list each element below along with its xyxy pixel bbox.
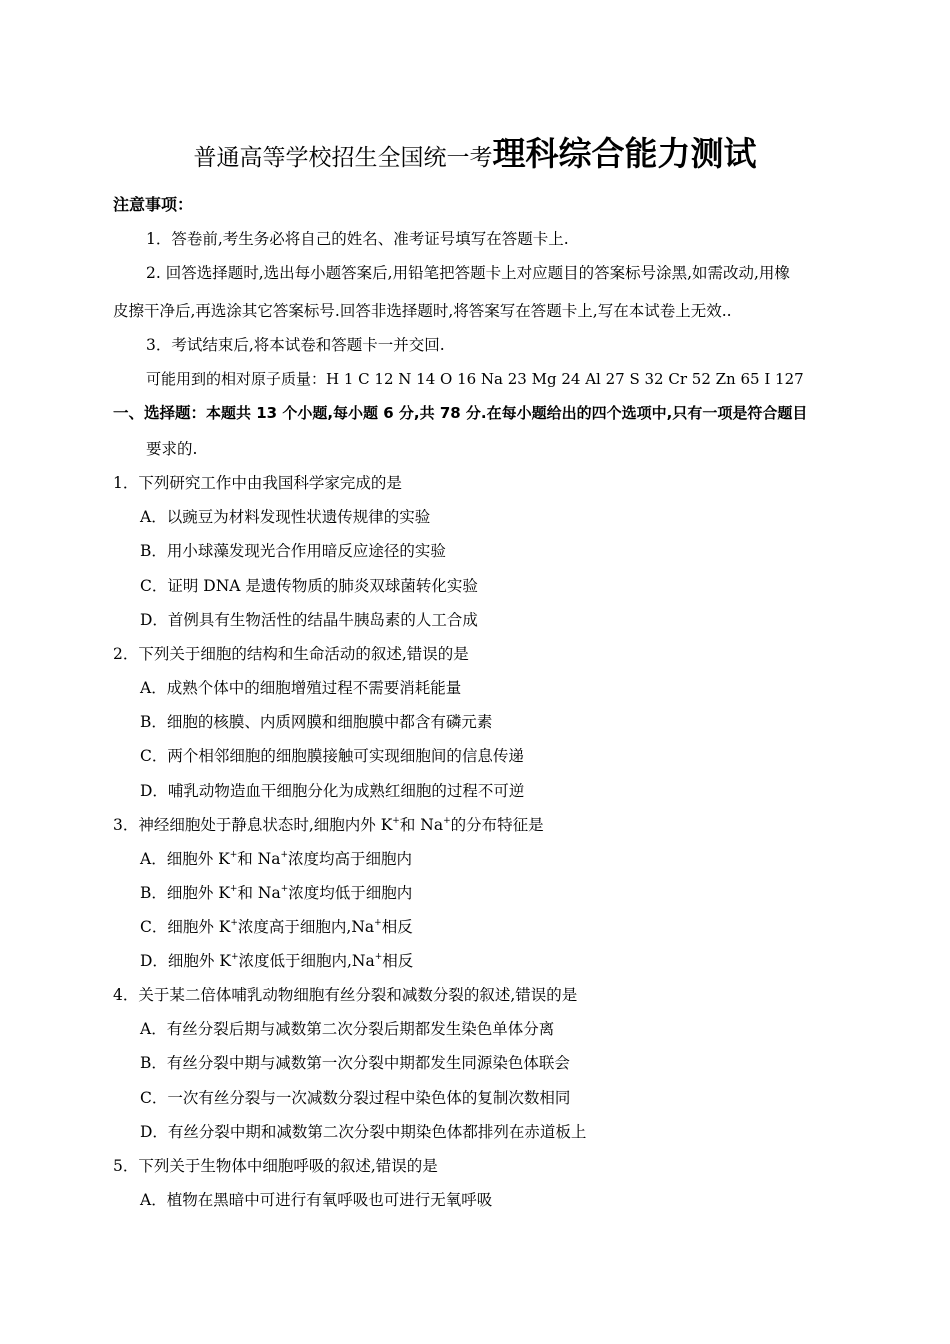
section-1-label: 一、选择题： (113, 404, 207, 422)
q3-option-c-post: 相反 (381, 918, 413, 936)
q2-option-c: C．两个相邻细胞的细胞膜接触可实现细胞间的信息传递 (140, 747, 524, 765)
q5-option-a: A．植物在黑暗中可进行有氧呼吸也可进行无氧呼吸 (140, 1191, 493, 1209)
superscript-plus: + (229, 850, 238, 860)
q2-option-d: D．哺乳动物造血干细胞分化为成熟红细胞的过程不可逆 (140, 782, 525, 800)
q3-option-c (140, 916, 413, 938)
superscript-plus: + (374, 952, 383, 962)
q3-option-c-pre: C．细胞外 K (140, 918, 231, 936)
q3-option-a (140, 848, 412, 870)
superscript-plus: + (230, 952, 239, 962)
q3-option-d-post: 相反 (382, 952, 414, 970)
notice-item-2-line-1: 2. 回答选择题时,选出每小题答案后,用铅笔把答题卡上对应题目的答案标号涂黑,如需改动,用橡 (146, 264, 790, 282)
q3-option-b-post: 浓度均低于细胞内 (288, 884, 413, 902)
q4-option-c: C．一次有丝分裂与一次减数分裂过程中染色体的复制次数相同 (140, 1089, 571, 1107)
exam-title-prefix: 普通高等学校招生全国统一考 (193, 145, 493, 171)
section-1-line-1 (113, 402, 807, 424)
q3-option-c-mid: 浓度高于细胞内,Na (237, 918, 375, 936)
atomic-masses: 可能用到的相对原子质量：H 1 C 12 N 14 O 16 Na 23 Mg 24 Al 27 S 32 Cr 52 Zn 65 I 127 (146, 370, 804, 388)
q3-option-a-post: 浓度均高于细胞内 (288, 850, 413, 868)
notice-item-3: 3．考试结束后,将本试卷和答题卡一并交回. (146, 336, 445, 354)
superscript-plus: + (374, 918, 382, 928)
superscript-plus: + (392, 816, 400, 826)
superscript-plus: + (230, 918, 238, 928)
q2-stem: 2．下列关于细胞的结构和生命活动的叙述,错误的是 (113, 645, 469, 663)
q5-stem: 5．下列关于生物体中细胞呼吸的叙述,错误的是 (113, 1157, 438, 1175)
q1-option-b: B．用小球藻发现光合作用暗反应途径的实验 (140, 542, 446, 560)
q4-option-a: A．有丝分裂后期与减数第二次分裂后期都发生染色单体分离 (140, 1020, 555, 1038)
section-1-line-2: 要求的. (146, 440, 198, 458)
exam-title (0, 128, 950, 175)
q1-stem: 1．下列研究工作中由我国科学家完成的是 (113, 474, 402, 492)
superscript-plus: + (280, 850, 289, 860)
q4-option-b: B．有丝分裂中期与减数第一次分裂中期都发生同源染色体联会 (140, 1054, 570, 1072)
notice-item-1: 1．答卷前,考生务必将自己的姓名、准考证号填写在答题卡上. (146, 230, 569, 248)
q3-option-d-mid: 浓度低于细胞内,Na (238, 952, 375, 970)
q1-option-a: A．以豌豆为材料发现性状遗传规律的实验 (140, 508, 431, 526)
q3-option-b-pre: B．细胞外 K (140, 884, 230, 902)
q4-stem: 4．关于某二倍体哺乳动物细胞有丝分裂和减数分裂的叙述,错误的是 (113, 986, 578, 1004)
q1-option-d: D．首例具有生物活性的结晶牛胰岛素的人工合成 (140, 611, 478, 629)
q3-option-d (140, 950, 413, 972)
q3-option-d-pre: D．细胞外 K (140, 952, 231, 970)
superscript-plus: + (443, 816, 451, 826)
q3-option-a-pre: A．细胞外 K (140, 850, 230, 868)
superscript-plus: + (229, 884, 238, 894)
superscript-plus: + (280, 884, 289, 894)
q3-stem-post: 的分布特征是 (450, 816, 544, 834)
q3-option-b (140, 882, 412, 904)
notice-heading: 注意事项： (113, 195, 194, 214)
notice-item-2-line-2: 皮擦干净后,再选涂其它答案标号.回答非选择题时,将答案写在答题卡上,写在本试卷上无效.. (113, 302, 732, 320)
q3-stem (113, 814, 544, 836)
exam-title-main: 理科综合能力测试 (492, 134, 757, 173)
q3-option-b-mid: 和 Na (237, 884, 281, 902)
q3-stem-mid: 和 Na (399, 816, 444, 834)
q2-option-b: B．细胞的核膜、内质网膜和细胞膜中都含有磷元素 (140, 713, 493, 731)
q1-option-c: C．证明 DNA 是遗传物质的肺炎双球菌转化实验 (140, 577, 478, 595)
section-1-desc: 本题共 13 个小题,每小题 6 分,共 78 分.在每小题给出的四个选项中,只有一项是符合题目 (206, 404, 808, 422)
q3-stem-pre: 3．神经细胞处于静息状态时,细胞内外 K (113, 816, 393, 834)
q3-option-a-mid: 和 Na (237, 850, 281, 868)
q2-option-a: A．成熟个体中的细胞增殖过程不需要消耗能量 (140, 679, 462, 697)
q4-option-d: D．有丝分裂中期和减数第二次分裂中期染色体都排列在赤道板上 (140, 1123, 587, 1141)
